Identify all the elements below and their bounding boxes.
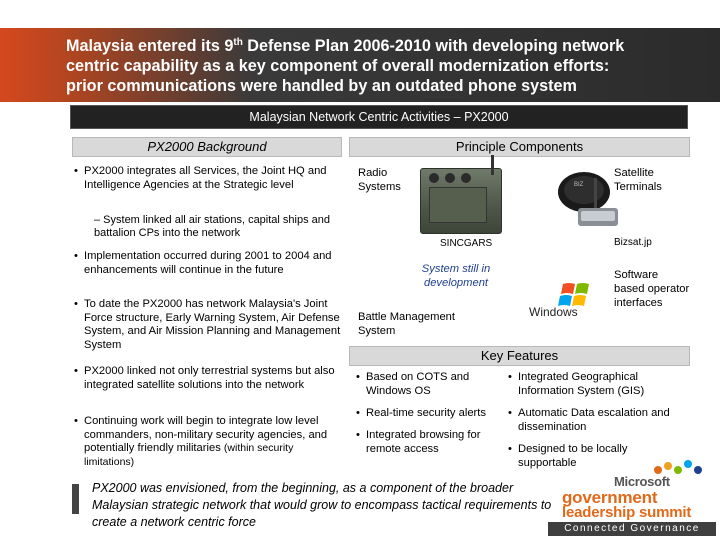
development-label: System still in development: [421, 263, 491, 289]
satellite-terminals-label: Satellite Terminals: [614, 167, 662, 193]
section-banner: Malaysian Network Centric Activities – PX2000: [70, 105, 688, 129]
feature-item: • Integrated Geographical Information System (GIS): [508, 370, 688, 398]
bizsat-label: Bizsat.jp: [614, 237, 652, 248]
quote-bar: [72, 484, 79, 514]
bullet-item: • To date the PX2000 has network Malaysia's Joint Force structure, Early Warning System, Air Defense System, and Air Mission Planning and Management System: [70, 298, 342, 352]
principle-header: Principle Components: [349, 137, 690, 157]
summit-logo: Microsoft government leadership summit Connected Governance: [548, 460, 716, 536]
feature-item: • Designed to be locally supportable: [508, 442, 648, 470]
slide-title: Malaysia entered its 9th Defense Plan 2006-2010 with developing network centric capability as a key component of overall modernization efforts: prior communications were handled by an outdated phone system: [66, 37, 625, 95]
svg-text:BIZ: BIZ: [574, 182, 584, 188]
bms-label: Battle Management System: [358, 311, 456, 337]
sub-bullet: – System linked all air stations, capital ships and battalion CPs into the network: [94, 214, 331, 240]
bullet-item: • Implementation occurred during 2001 to 2004 and enhancements will continue in the future: [70, 250, 342, 277]
bullet-item: • PX2000 linked not only terrestrial systems but also integrated satellite solutions into the network: [70, 365, 342, 392]
feature-item: • Automatic Data escalation and dissemination: [508, 406, 688, 434]
radio-image: [420, 168, 502, 234]
feature-item: • Based on COTS and Windows OS: [356, 370, 496, 398]
key-features-header: Key Features: [349, 346, 690, 366]
feature-item: • Integrated browsing for remote access: [356, 428, 506, 456]
summary-quote: PX2000 was envisioned, from the beginning, as a component of the broader Malaysian strategic network that would grow to encompass tactical requirements to create a network centric force: [92, 481, 552, 529]
software-label: Software based operator interfaces: [614, 269, 690, 309]
feature-item: • Real-time security alerts: [356, 406, 506, 420]
svg-text:Windows: Windows: [529, 305, 578, 319]
bullet-item: • Continuing work will begin to integrate low level commanders, non-military security agencies, and potentially friendly militaries (within security limitations): [70, 415, 342, 469]
sincgars-label: SINCGARS: [440, 238, 493, 249]
bullet-item: • PX2000 integrates all Services, the Joint HQ and Intelligence Agencies at the Strategic level: [70, 165, 342, 192]
background-header: PX2000 Background: [72, 137, 342, 157]
bullet-note: (within security limitations): [84, 442, 294, 468]
windows-logo: [525, 280, 591, 322]
radio-systems-label: Radio Systems: [358, 167, 401, 193]
